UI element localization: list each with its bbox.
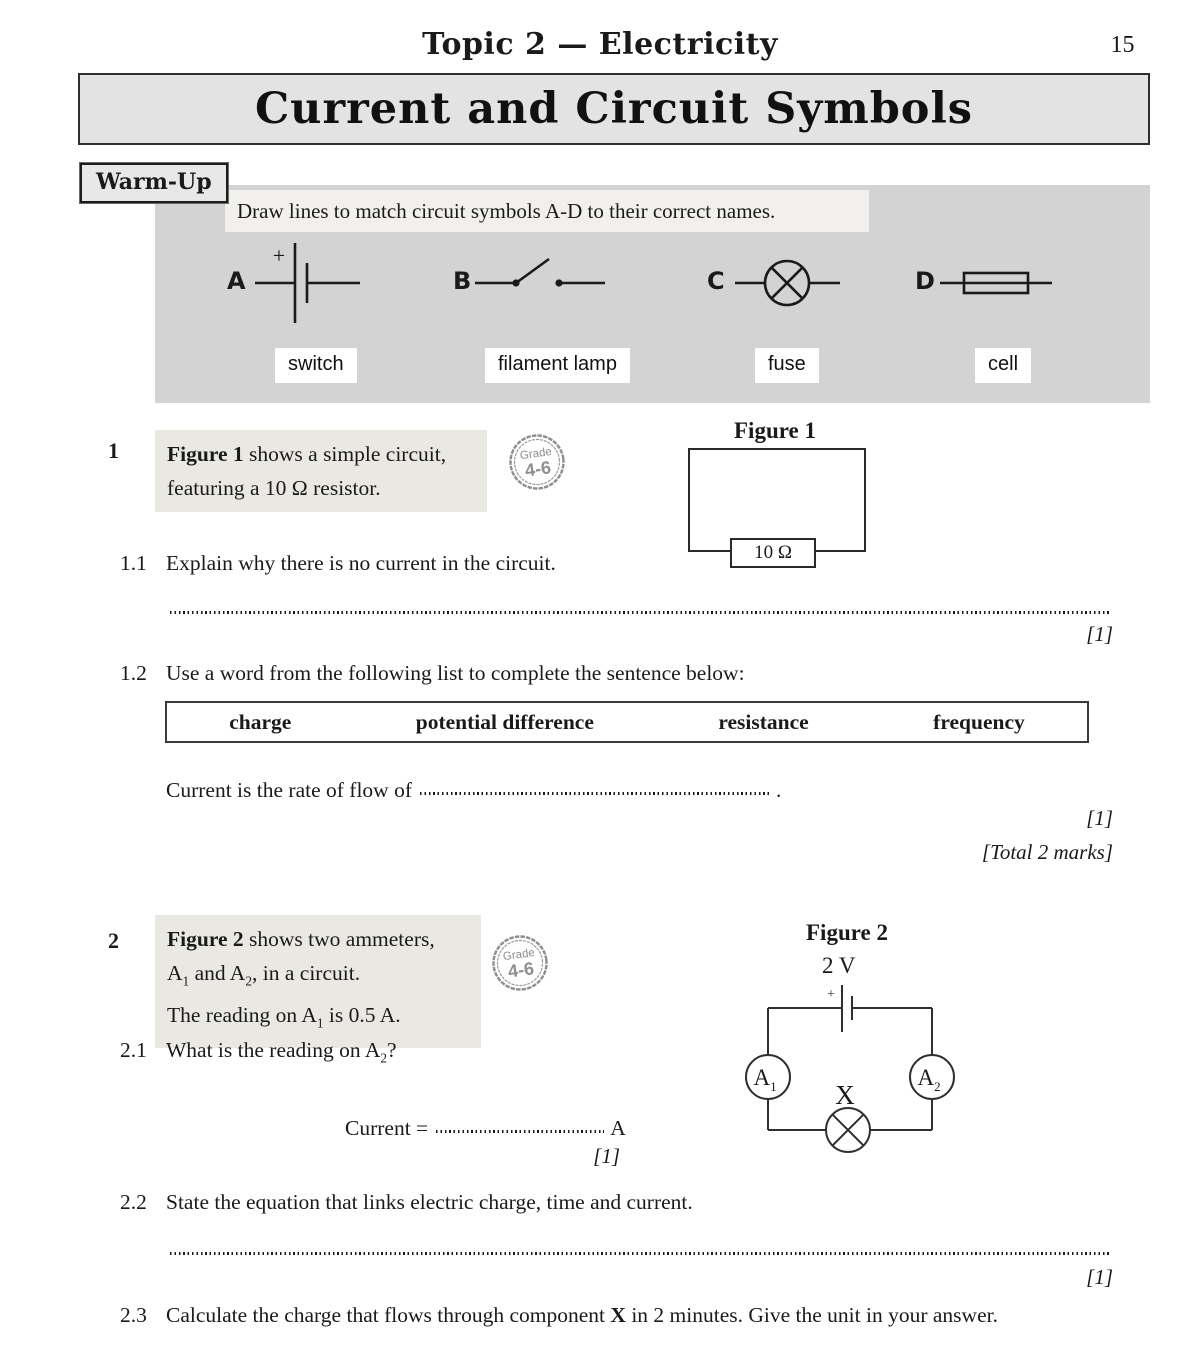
answer-blank-2-1[interactable] [436,1130,604,1133]
ammeter1-label: $A_1$ [753,1065,777,1094]
q2-1-text: What is the reading on $A_2$? [166,1038,397,1066]
figure2-circuit [735,978,965,1163]
grade-stamp-q1 [507,432,567,492]
warmup-instruction: Draw lines to match circuit symbols A-D to their correct names. [225,190,869,232]
cell-plus-sign: + [272,243,286,268]
q2-intro-line3: The reading on $A_1$ is 0.5 A. [167,1003,401,1031]
figure2-caption: Figure 2 [806,920,888,945]
battery-plus-sign: + [827,987,835,1002]
q2-1-number: 2.1 [120,1038,147,1062]
grade-stamp-q2-word: Grade [502,946,536,964]
q1-number: 1 [108,438,119,463]
q1-1-marks: [1] [1086,622,1113,646]
grade-stamp-q1-range: 4-6 [523,457,553,481]
symbol-letter-b: B [453,267,472,295]
figure1-resistor: 10 Ω [730,538,816,568]
answer-blank-1-2[interactable] [420,792,770,795]
q2-intro-line2: $A_1$ and $A_2$, in a circuit. [167,961,361,989]
grade-stamp-q2 [490,933,550,993]
option-cell[interactable]: cell [975,348,1031,383]
word-resistance[interactable]: resistance [718,709,809,734]
symbol-letter-c: C [707,267,725,295]
word-charge[interactable]: charge [229,709,292,734]
q1-2-number: 1.2 [120,661,147,685]
symbol-letter-a: A [227,267,246,295]
fuse-symbol-icon[interactable] [940,253,1052,313]
figure1-caption: Figure 1 [734,418,816,443]
grade-stamp-q1-word: Grade [519,445,553,463]
q1-intro-line2: featuring a 10 Ω resistor. [167,476,381,500]
warmup-panel [155,185,1150,403]
q2-3-number: 2.3 [120,1303,147,1327]
open-switch-symbol-icon[interactable] [475,243,605,303]
q2-2-number: 2.2 [120,1190,147,1214]
q1-total-marks: [Total 2 marks] [981,840,1113,864]
ammeter2-label: $A_2$ [917,1065,941,1094]
q1-intro [155,430,487,512]
q2-1-marks: [1] [593,1144,620,1168]
word-potential-difference[interactable]: potential difference [415,709,594,734]
page-number: 15 [1110,32,1135,58]
option-filament-lamp[interactable]: filament lamp [485,348,630,383]
option-fuse[interactable]: fuse [755,348,819,383]
figure2-voltage-label: 2 V [822,953,856,978]
answer-line-1-1[interactable] [170,611,1110,614]
q2-2-marks: [1] [1086,1265,1113,1289]
grade-stamp-q2-range: 4-6 [506,958,536,982]
q2-number: 2 [108,928,119,953]
q1-1-number: 1.1 [120,551,147,575]
topic-header: Topic 2 — Electricity [422,27,778,62]
option-switch[interactable]: switch [275,348,357,383]
q1-2-text: Use a word from the following list to complete the sentence below: [166,661,745,685]
q2-1-answer-row: Current = A [345,1116,626,1140]
q2-2-text: State the equation that links electric charge, time and current. [166,1190,693,1214]
q2-3-text: Calculate the charge that flows through component X in 2 minutes. Give the unit in your answer. [166,1303,998,1327]
q2-intro [155,915,481,1048]
symbol-letter-d: D [915,267,935,295]
q1-1-text: Explain why there is no current in the circuit. [166,551,556,575]
q1-2-sentence: Current is the rate of flow of . [166,778,782,802]
figure1-circuit [688,448,866,563]
q1-intro-line1: Figure 1 shows a simple circuit, [167,442,447,466]
word-frequency[interactable]: frequency [933,709,1025,734]
q1-2-marks: [1] [1086,806,1113,830]
warmup-label: Warm-Up [80,163,228,203]
word-list-box [165,701,1089,743]
page-title: Current and Circuit Symbols [254,84,974,134]
cell-symbol-icon[interactable] [255,238,360,328]
filament-lamp-symbol-icon[interactable] [735,253,840,313]
component-x-label: X [835,1080,855,1110]
title-banner [78,73,1150,145]
answer-line-2-2[interactable] [170,1252,1110,1255]
q2-intro-line1: Figure 2 shows two ammeters, [167,927,435,951]
